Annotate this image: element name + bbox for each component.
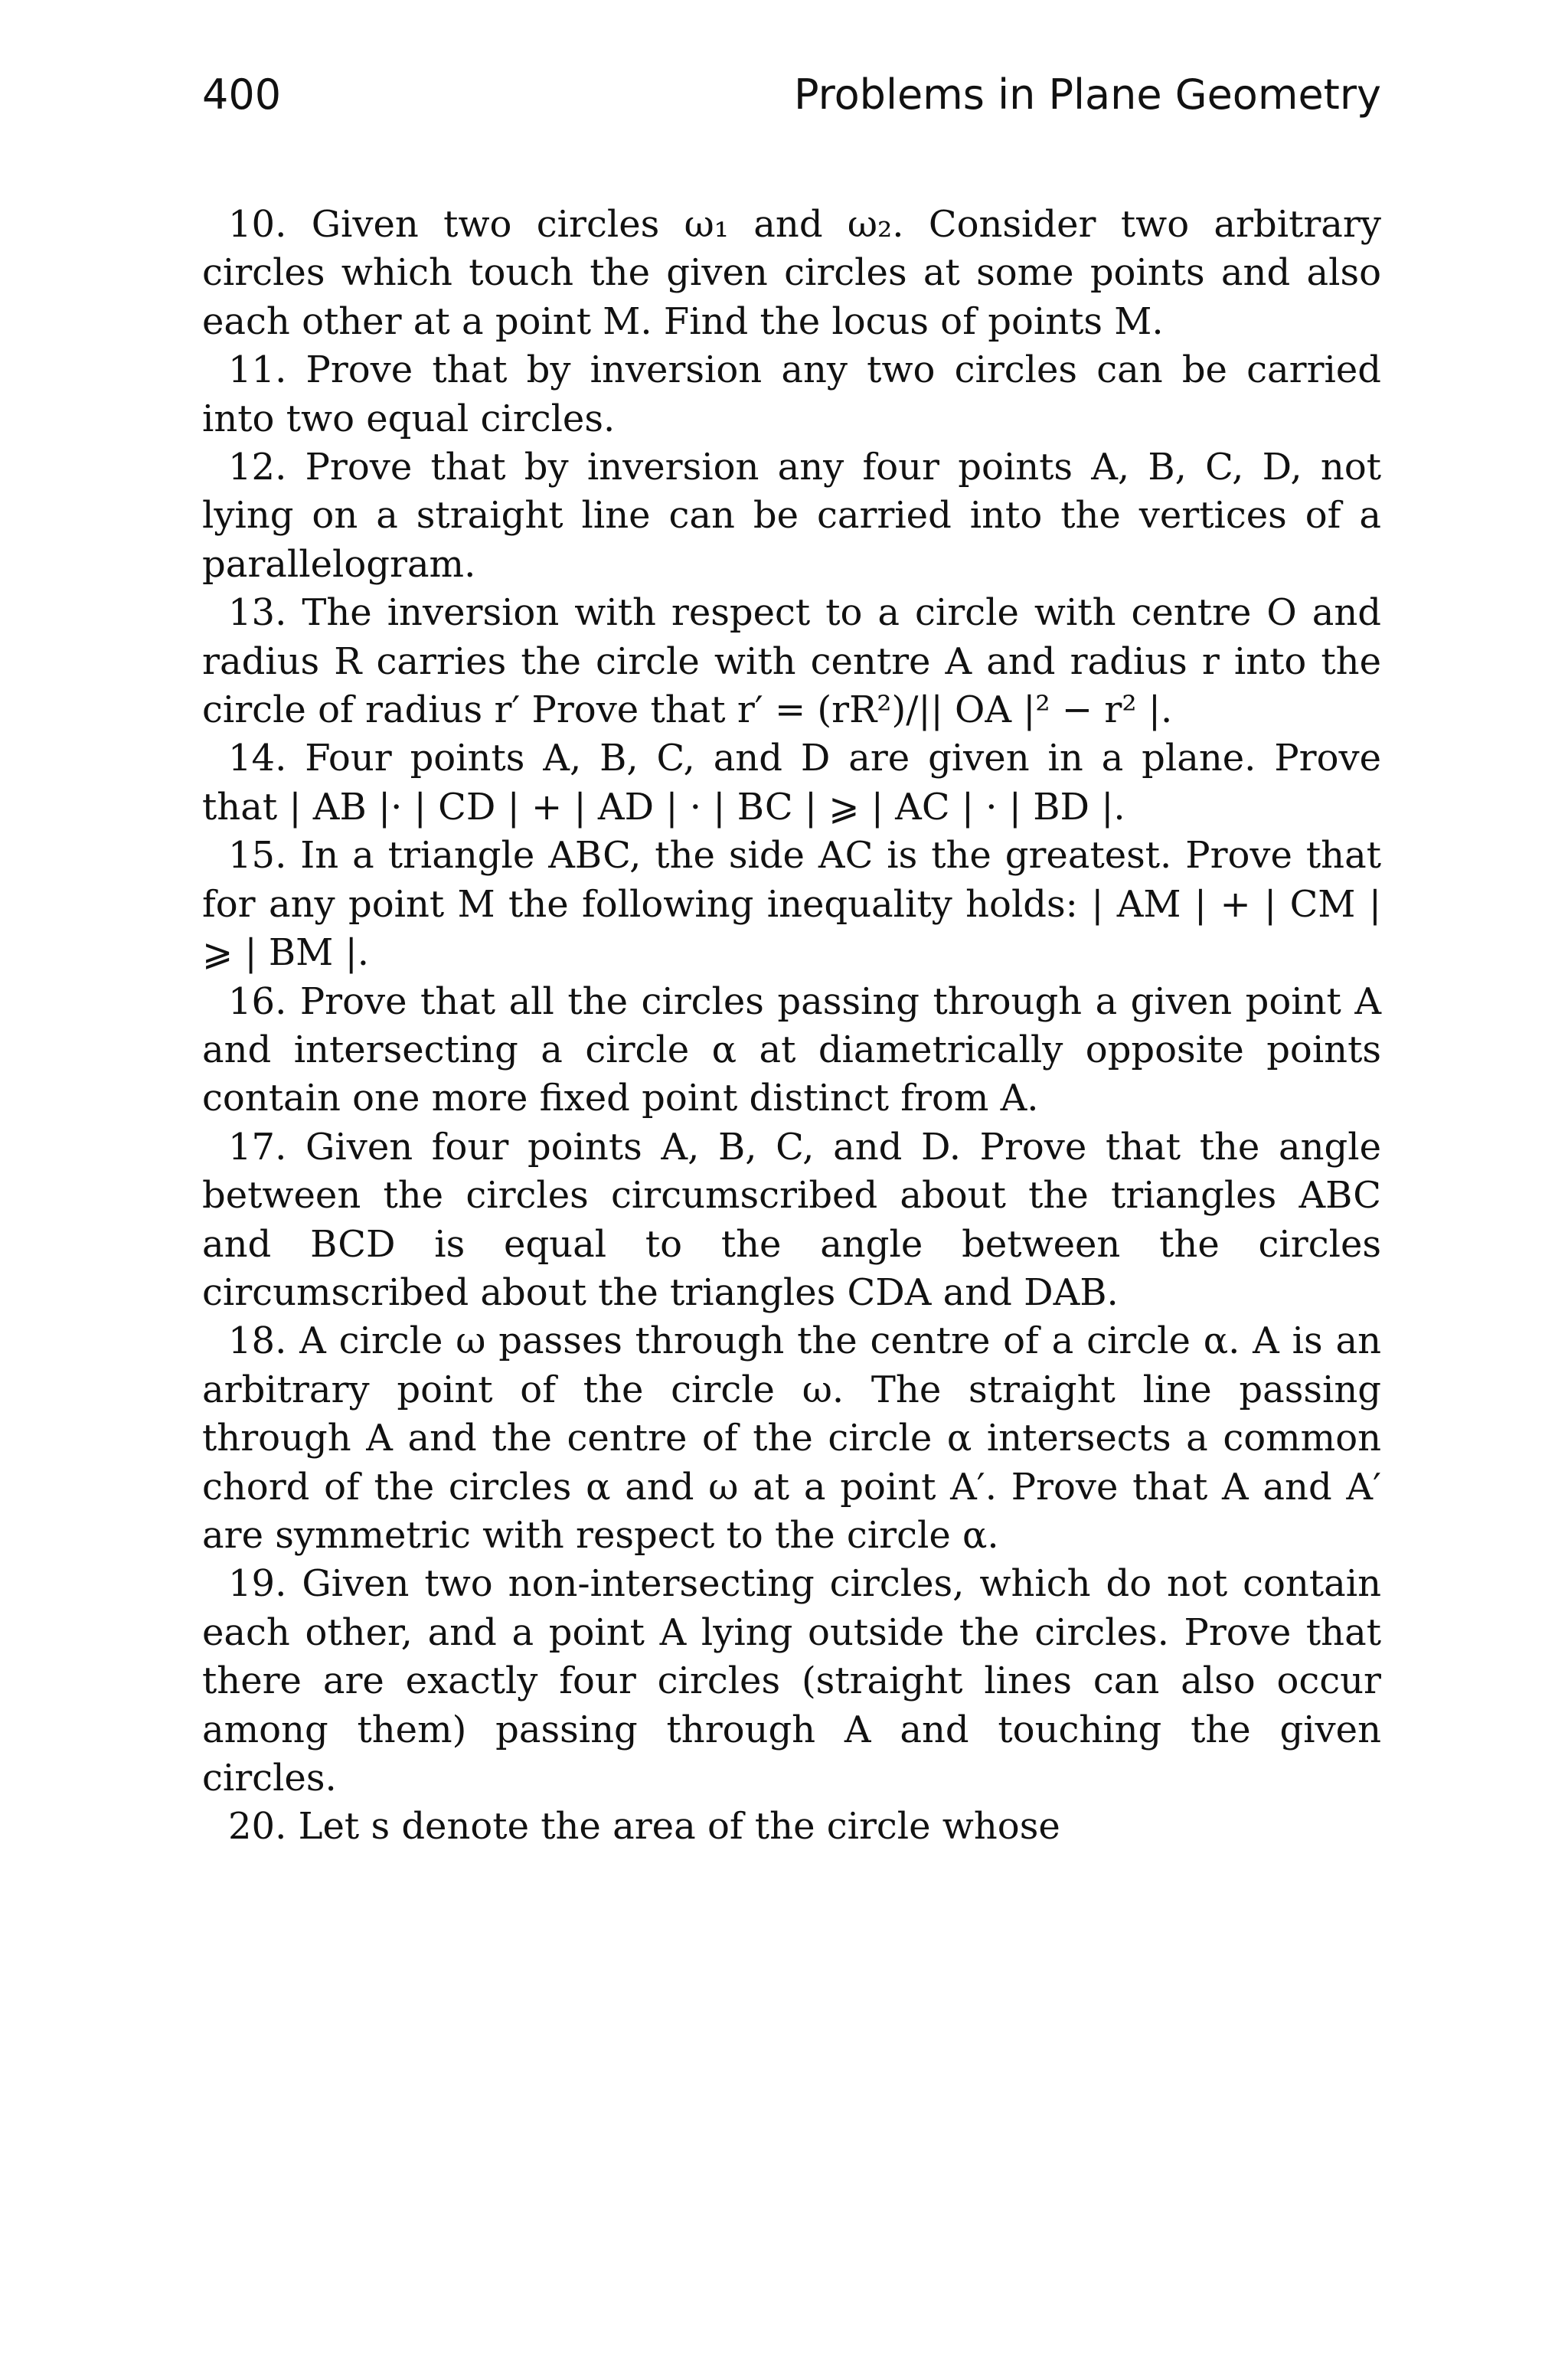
problem-number: 19.	[228, 1562, 287, 1606]
problem-number: 14.	[228, 737, 287, 780]
problem-number: 13.	[228, 591, 287, 635]
problem-text: The inversion with respect to a circle with centre O and radius R carries the circle with centre A and radius r into the circle of radius r′ Prove that r′ = (rR²)/|| OA |² − r² |.	[202, 591, 1381, 732]
problem-text: Prove that all the circles passing through a given point A and intersecting a circle α at diametrically opposite points contain one more fixed point distinct from A.	[202, 979, 1381, 1120]
problem-number: 11.	[228, 348, 287, 392]
problem-15	[202, 832, 1381, 977]
problem-text: In a triangle ABC, the side AC is the greatest. Prove that for any point M the following inequality holds: | AM | + | CM | ⩾ | BM |.	[202, 834, 1381, 975]
problem-number: 17.	[228, 1125, 287, 1169]
problem-16	[202, 978, 1381, 1123]
problem-text: Given two non-intersecting circles, which do not contain each other, and a point A lying outside the circles. Prove that there are exactly four circles (straight lines can also occur among them) passing through A and touching the given circles.	[202, 1562, 1381, 1800]
problem-14	[202, 734, 1381, 832]
problem-17	[202, 1123, 1381, 1318]
problem-text: Prove that by inversion any four points A, B, C, D, not lying on a straight line can be carried into the vertices of a parallelogram.	[202, 446, 1382, 586]
problem-12	[202, 443, 1381, 589]
problem-number: 12.	[228, 446, 287, 489]
problem-number: 10.	[228, 203, 287, 246]
problem-text: Given four points A, B, C, and D. Prove that the angle between the circles circumscribed about the triangles ABC and BCD is equal to the angle between the circles circumscribed about the triangles CDA and DAB.	[202, 1125, 1382, 1314]
problem-number: 20.	[228, 1805, 287, 1849]
problem-number: 16.	[228, 979, 287, 1023]
problem-11	[202, 346, 1381, 443]
page-header	[202, 70, 1381, 139]
problem-text: A circle ω passes through the centre of a circle α. A is an arbitrary point of the circle ω. The straight line passing through A and the centre of the circle α intersects a common chord of the circles α and ω at a point A′. Prove that A and A′ are symmetric with respect to the circle α.	[202, 1319, 1381, 1557]
problem-19	[202, 1560, 1381, 1803]
problem-18	[202, 1317, 1381, 1560]
problem-number: 15.	[228, 834, 287, 878]
problem-text: Four points A, B, C, and D are given in a plane. Prove that | AB |· | CD | + | AD | · | BC | ⩾ | AC | · | BD |.	[202, 737, 1381, 829]
problem-20	[202, 1803, 1381, 1851]
problem-text: Let s denote the area of the circle whose	[298, 1805, 1060, 1849]
problem-text: Given two circles ω₁ and ω₂. Consider two arbitrary circles which touch the given circles at some points and also each other at a point M. Find the locus of points M.	[202, 203, 1381, 343]
page-number: 400	[202, 70, 282, 119]
problem-number: 18.	[228, 1319, 287, 1363]
problem-13	[202, 589, 1381, 734]
problem-text: Prove that by inversion any two circles can be carried into two equal circles.	[202, 348, 1381, 440]
running-title: Problems in Plane Geometry	[794, 70, 1381, 119]
problem-list	[202, 201, 1381, 1852]
problem-10	[202, 201, 1381, 346]
